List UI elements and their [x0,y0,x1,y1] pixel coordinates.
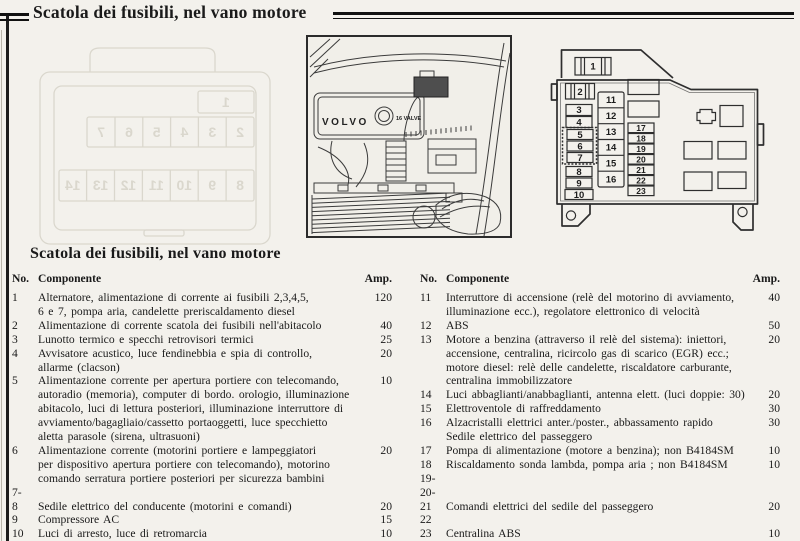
header-amp: Amp. [364,272,392,285]
table-row [12,513,392,527]
table-row [12,333,392,347]
ghost-fuse-label: 6 [125,124,133,140]
fuse-label: 13 [605,126,617,138]
fuse-label: 6 [577,141,583,153]
component-description: Elettroventole di raffreddamento [446,402,601,416]
table-row [12,319,392,333]
fuse-label: 15 [605,158,617,170]
component-description: Riscaldamento sonda lambda, pompa aria ; non B4184SM [446,457,728,471]
table-row [12,374,392,444]
component-description: Alimentazione corrente per apertura portiere con telecomando, autoradio (memoria), computer di bordo. orologio, illuminazione abitacolo, luci di lettura posteriori, illuminazione interruttore di avviamento/bagagliaio/cassetto portaoggetti, luce specchietto aletta parasole (sirena, ultrasuoni) [38,374,350,444]
title-rule-left [0,13,29,16]
fuse-number: 8 [12,499,18,513]
ghost-fuse-label: 1 [222,94,230,110]
table-row [12,347,392,375]
component-description: Alimentazione corrente (motorini portiere e lampeggiatori per dispositivo apertura portiere con telecomando), motorino comando serratura portiere posteriori per sicurezza bambini [38,443,330,485]
fuse-number: 18 [420,457,432,471]
ghost-fuse-label: 5 [152,124,161,140]
fuse-label: 16 [605,174,617,186]
component-description: Interruttore di accensione (relè del motorino di avviamento, illuminazione ecc.), regolatore elettronico di velocità [446,291,735,318]
amp-value: 40 [768,291,780,304]
amp-value: 15 [380,513,392,527]
fuse-label: 22 [636,175,646,186]
table-row [420,416,780,444]
fuse-label: 11 [605,95,617,107]
table-row [420,444,780,458]
fuse-number: 15 [420,402,432,416]
fuse-number: 19- [420,471,436,485]
fuse-number: 16 [420,416,432,430]
fuse-number: 12 [420,318,432,332]
table-row [420,486,780,500]
component-description: Luci abbaglianti/anabbaglianti, antenna elett. (luci doppie: 30) [446,388,745,402]
component-description: Motore a benzina (attraverso il relè del sistema): iniettori, accensione, centralina, ricircolo gas di scarico (EGR) ecc.; motore diesel: relè delle candelette, riscaldatore carburante, centralina immobilizzatore [446,332,732,388]
fuse-label: 14 [605,142,617,154]
amp-value: 120 [374,291,392,304]
table-row [12,291,392,319]
table-row [420,388,780,402]
header-component: Componente [38,272,102,285]
ghost-fuse-label: 13 [92,177,109,193]
header-amp: Amp. [752,272,780,285]
amp-value: 10 [768,527,780,541]
table-rows [420,291,780,541]
component-description: ABS [446,318,469,332]
fuse-label: 8 [576,167,582,178]
fuse-label: 4 [576,117,582,129]
ghost-fuse-label: 4 [180,124,189,140]
amp-value: 25 [380,332,392,346]
title-rule-right [333,12,794,15]
ghost-fuse-label: 8 [236,177,244,193]
component-description: Luci di arresto, luce di retromarcia [38,527,207,541]
fuse-label: 1 [590,61,596,73]
table-row [420,500,780,514]
fuse-label: 7 [577,153,583,164]
amp-value: 30 [768,402,780,416]
fuse-number: 4 [12,346,18,360]
fuse-table-left [12,272,392,541]
engine-illustration [308,37,510,236]
title-rule-left [0,19,29,21]
table-row [420,291,780,319]
amp-value: 50 [768,318,780,332]
fuse-number: 14 [420,388,432,402]
component-description: Pompa di alimentazione (motore a benzina); non B4184SM [446,443,734,457]
component-description: Alzacristalli elettrici anter./poster., abbassamento rapido Sedile elettrico del passeggero [446,416,713,444]
component-description: Avvisatore acustico, luce fendinebbia e spia di controllo, allarme (clacson) [38,346,313,374]
amp-value: 20 [768,499,780,513]
table-row [420,513,780,527]
valve-badge: 16 VALVE [396,116,422,122]
amp-value: 20 [380,346,392,360]
amp-value: 10 [380,527,392,541]
ghost-fuse-label: 14 [64,177,81,193]
table-row [420,472,780,486]
fuse-table-right [420,272,780,541]
component-description: Centralina ABS [446,527,521,541]
fuse-label: 2 [577,87,583,98]
engine-compartment-figure [306,35,512,238]
fuse-number: 6 [12,443,18,457]
fuse-label: 19 [636,143,646,154]
page-title: Scatola dei fusibili, nel vano motore [33,2,307,22]
header-no: No. [420,272,438,285]
table-row [12,500,392,514]
fusebox-lid-dark [414,77,448,97]
title-rule-right [333,18,794,19]
fuse-number: 10 [12,527,24,541]
amp-value: 40 [380,318,392,332]
fuse-label: 3 [576,105,582,116]
ghost-fuse-label: 2 [236,124,244,140]
fuse-number: 2 [12,318,18,332]
amp-value: 10 [768,457,780,471]
fuse-label: 10 [573,190,585,201]
table-rows [12,291,392,541]
ghost-fuse-label: 9 [208,177,217,193]
fuse-label: 18 [636,133,646,144]
fuse-number: 17 [420,443,432,457]
table-row [12,527,392,541]
header-no: No. [12,272,30,285]
table-row [12,444,392,486]
amp-value: 20 [380,443,392,457]
fuse-number: 9 [12,513,18,527]
ghost-fuse-label: 3 [208,124,217,140]
table-row [420,319,780,333]
section-heading: Scatola dei fusibili, nel vano motore [30,245,281,262]
amp-value: 30 [768,416,780,430]
amp-value: 20 [380,499,392,513]
fuse-number: 23 [420,527,432,541]
component-description: Alternatore, alimentazione di corrente ai fusibili 2,3,4,5, 6 e 7, pompa aria, candelette preriscaldamento diesel [38,291,309,318]
component-description: Compressore AC [38,513,120,527]
fuse-label: 9 [576,178,582,190]
left-border-rule [6,13,9,541]
ghost-fuse-label: 7 [97,124,105,140]
fuse-number: 21 [420,499,432,513]
component-description: Lunotto termico e specchi retrovisori termici [38,332,254,346]
fuse-label: 17 [636,122,646,133]
fuse-number: 11 [420,291,432,304]
fuse-number: 22 [420,513,432,527]
table-row [420,402,780,416]
ghost-fusebox-bleedthrough [28,42,284,257]
fuse-label: 23 [636,185,646,196]
table-row [12,486,392,500]
fuse-number: 7- [12,485,22,499]
fuse-label: 5 [577,130,583,141]
component-description: Comandi elettrici del sedile del passeggero [446,499,654,513]
fuse-label: 21 [636,164,646,175]
fuse-number: 13 [420,332,432,346]
table-row [420,333,780,389]
amp-value: 10 [768,443,780,457]
table-header [420,272,780,286]
table-header [12,272,392,286]
component-description: Alimentazione di corrente scatola dei fusibili nell'abitacolo [38,318,322,332]
fuse-label: 20 [636,154,646,165]
fuse-number: 20- [420,485,436,499]
ghost-fuse-label: 12 [120,177,137,193]
component-description: Sedile elettrico del conducente (motorini e comandi) [38,499,292,513]
header-component: Componente [446,272,510,285]
page-edge-line [1,30,2,541]
fusebox-diagram [540,40,800,240]
ghost-fuse-label: 11 [148,177,164,193]
amp-value: 10 [380,374,392,388]
amp-value: 20 [768,388,780,402]
volvo-badge: VOLVO [322,117,369,128]
fuse-number: 1 [12,291,18,304]
ghost-fuse-label: 10 [176,177,193,193]
amp-value: 20 [768,332,780,346]
fuse-number: 3 [12,332,18,346]
table-row [420,458,780,472]
fuse-label: 12 [605,111,617,122]
fuse-number: 5 [12,374,18,388]
table-row [420,527,780,541]
